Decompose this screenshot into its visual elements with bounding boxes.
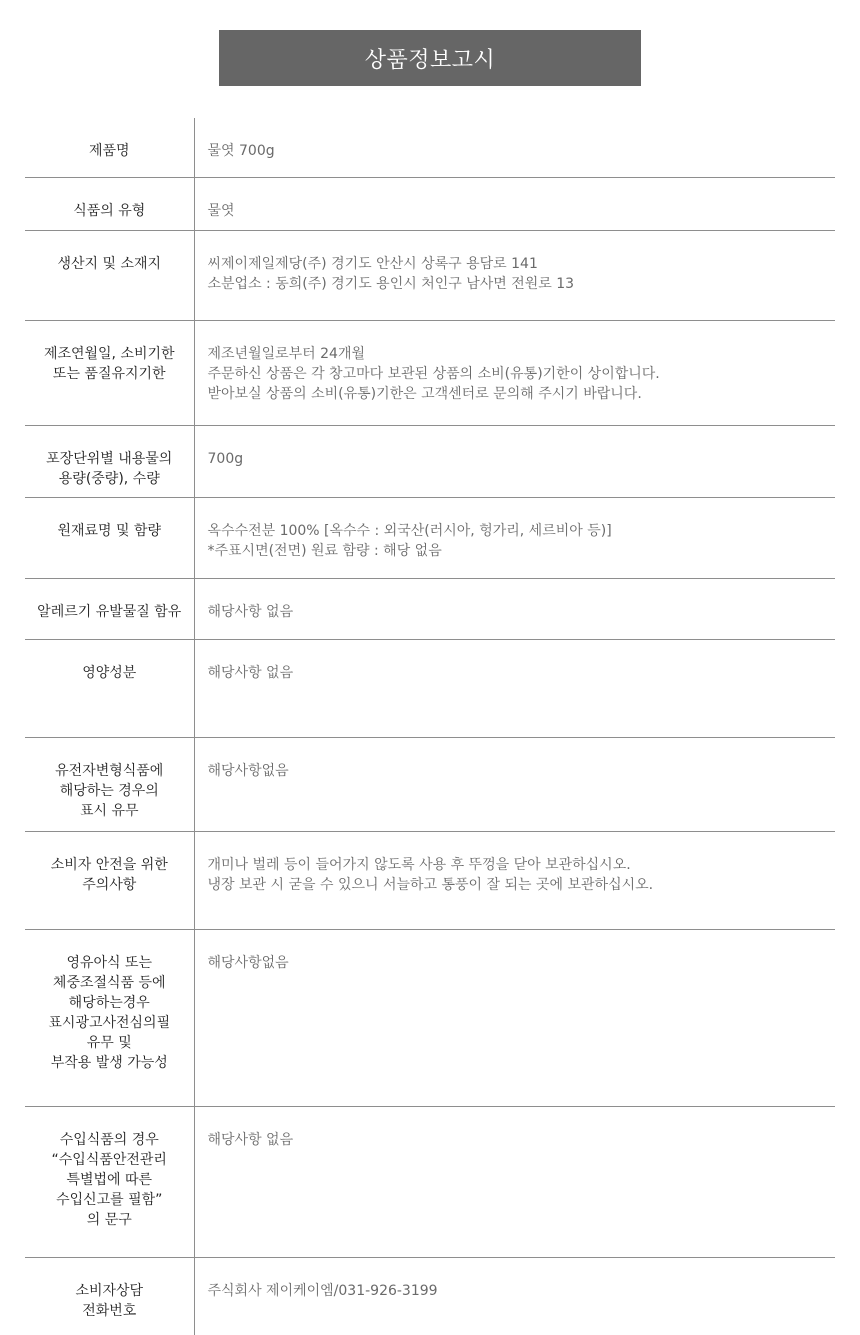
table-row [25,831,835,929]
row-value-product-name: 물엿 700g [194,118,835,177]
row-label-gmo: 유전자변형식품에 해당하는 경우의 표시 유무 [25,737,194,831]
row-value-nutrition: 해당사항 없음 [194,639,835,737]
table-row [25,639,835,737]
row-value-imported: 해당사항 없음 [194,1106,835,1257]
row-label-capacity: 포장단위별 내용물의 용량(중량), 수량 [25,425,194,497]
row-value-contact: 주식회사 제이케이엠/031-926-3199 [207,1282,438,1299]
row-label-contact: 소비자상담 전화번호 [25,1257,194,1335]
page-title: 상품정보고시 [219,30,641,86]
product-info-table [25,118,835,1335]
row-value-gmo: 해당사항없음 [194,737,835,831]
row-label-food-type: 식품의 유형 [25,177,194,230]
table-row [25,497,835,578]
row-value-ingredients: 옥수수전분 100% [옥수수 : 외국산(러시아, 헝가리, 세르비아 등)] *주표시면(전면) 원료 함량 : 해당 없음 [194,497,835,578]
table-row [25,578,835,639]
table-row [25,425,835,497]
table-row [25,1257,835,1335]
row-value-allergens: 해당사항 없음 [194,578,835,639]
table-row [25,230,835,320]
table-row [25,929,835,1106]
row-value-safety: 개미나 벌레 등이 들어가지 않도록 사용 후 뚜껑을 닫아 보관하십시오. 냉장 보관 시 굳을 수 있으니 서늘하고 통풍이 잘 되는 곳에 보관하십시오. [194,831,835,929]
table-row [25,177,835,230]
table-row [25,737,835,831]
row-label-infant-food: 영유아식 또는 체중조절식품 등에 해당하는경우 표시광고사전심의필 유무 및 부작용 발생 가능성 [25,929,194,1106]
row-value-food-type: 물엿 [194,177,835,230]
row-value-origin: 씨제이제일제당(주) 경기도 안산시 상록구 용담로 141 소분업소 : 동희(주) 경기도 용인시 처인구 남사면 전원로 13 [194,230,835,320]
row-label-origin: 생산지 및 소재지 [25,230,194,320]
row-label-imported: 수입식품의 경우 “수입식품안전관리 특별법에 따른 수입신고를 필함” 의 문구 [25,1106,194,1257]
table-row [25,1106,835,1257]
row-label-allergens: 알레르기 유발물질 함유 [25,578,194,639]
row-label-nutrition: 영양성분 [25,639,194,737]
row-label-safety: 소비자 안전을 위한 주의사항 [25,831,194,929]
row-value-infant-food: 해당사항없음 [194,929,835,1106]
row-value-capacity: 700g [194,425,835,497]
row-label-product-name: 제품명 [25,118,194,177]
row-label-ingredients: 원재료명 및 함량 [25,497,194,578]
row-label-expiry: 제조연월일, 소비기한 또는 품질유지기한 [25,320,194,425]
table-row [25,118,835,177]
row-value-expiry: 제조년월일로부터 24개월 주문하신 상품은 각 창고마다 보관된 상품의 소비(유통)기한이 상이합니다. 받아보실 상품의 소비(유통)기한은 고객센터로 문의해 주시기 바랍니다. [194,320,835,425]
table-row [25,320,835,425]
